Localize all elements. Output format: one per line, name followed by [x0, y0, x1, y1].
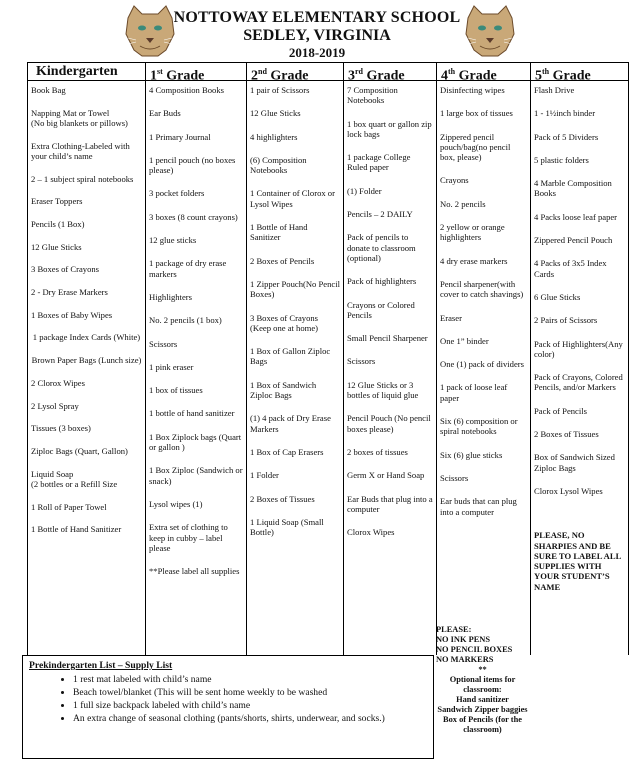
supply-item: Pack of Crayons, Colored Pencils, and/or Markers: [534, 372, 623, 393]
supply-item: 2 Pairs of Scissors: [534, 315, 598, 326]
column-header: [531, 63, 628, 84]
note-line: NO MARKERS: [436, 655, 494, 664]
supply-item: 3 pocket folders: [149, 188, 205, 199]
prekindergarten-list: [22, 655, 434, 759]
supply-item: Ear Buds: [149, 108, 181, 119]
supply-item: Napping Mat or Towel (No big blankets or pillows): [31, 107, 128, 128]
supply-item: 1 Primary Journal: [149, 131, 211, 142]
supply-item: 1 Roll of Paper Towel: [31, 501, 107, 512]
supply-item: Ear buds that can plug into a computer: [440, 496, 517, 517]
supply-item: Pencils (1 Box): [31, 219, 85, 230]
supply-item: Eraser Toppers: [31, 196, 83, 207]
grade-number: 4: [441, 68, 448, 84]
supply-item: Eraser: [440, 312, 462, 323]
supply-item: Crayons: [440, 175, 469, 186]
supply-item: 2 Boxes of Pencils: [250, 255, 315, 266]
grade-label: Grade: [549, 68, 591, 84]
supply-item: 2 Clorox Wipes: [31, 377, 85, 388]
supply-item: Clorox Wipes: [347, 527, 395, 538]
supply-item: 2 Lysol Spray: [31, 400, 79, 411]
supply-item: 2 yellow or orange highlighters: [440, 222, 505, 243]
note-line: NO INK PENS: [436, 635, 490, 644]
prek-item: • 1 rest mat labeled with child’s name: [73, 673, 427, 686]
supply-item: Extra set of clothing to keep in cubby – label please: [149, 522, 228, 553]
supply-item: Scissors: [347, 356, 376, 367]
grade-4-column: [436, 63, 530, 655]
supply-item: 1 Box of Gallon Ziploc Bags: [250, 346, 331, 367]
supply-item: 12 glue sticks: [149, 235, 197, 246]
supply-item: 4 dry erase markers: [440, 255, 508, 266]
supply-item: 1 Bottle of Hand Sanitizer: [250, 222, 308, 243]
grade-2-column: [246, 63, 343, 655]
supply-item: 1 pack of loose leaf paper: [440, 382, 508, 403]
note-line: Sandwich Zipper baggies: [437, 705, 528, 714]
supply-item: 12 Glue Sticks: [31, 241, 82, 252]
supply-item: (6) Composition Notebooks: [250, 154, 307, 176]
supply-item: Liquid Soap (2 bottles or a Refill Size: [31, 468, 118, 489]
grade-number: 5: [535, 68, 542, 84]
supply-item: 1 Box Ziplock bags (Quart or gallon ): [149, 431, 242, 453]
grade-label: Grade: [266, 68, 309, 84]
note-line: Box of Pencils (for the classroom): [443, 715, 522, 734]
supply-item: 1 Folder: [250, 470, 279, 481]
supply-item: 3 Boxes of Crayons (Keep one at home): [250, 312, 319, 333]
supply-item: Zippered Pencil Pouch: [534, 235, 613, 246]
supply-item: Tissues (3 boxes): [31, 423, 91, 434]
item-list: [531, 81, 628, 592]
column-header: [146, 63, 246, 84]
grade-suffix: st: [157, 67, 163, 76]
prek-item: • An extra change of seasonal clothing (pants/shorts, shirts, underwear, and socks.): [73, 712, 427, 725]
supply-item: Crayons or Colored Pencils: [347, 299, 415, 320]
supply-item: 1 box of tissues: [149, 385, 203, 396]
grade-4-notes: [436, 625, 529, 735]
no-items-note: [436, 625, 529, 675]
item-list: [344, 81, 436, 537]
supply-item: 1 Box Ziploc (Sandwich or snack): [149, 465, 243, 486]
page-header: [0, 0, 634, 62]
supply-item: 2 – 1 subject spiral notebooks: [31, 173, 134, 184]
supply-item: 1 pencil pouch (no boxes please): [149, 154, 236, 176]
supply-item: Germ X or Hand Soap: [347, 470, 425, 481]
supply-item: Small Pencil Sharpener: [347, 333, 428, 344]
supply-item: Pack of 5 Dividers: [534, 131, 599, 142]
supply-item: 1 Box of Cap Erasers: [250, 446, 324, 457]
prek-item: • Beach towel/blanket (This will be sent home weekly to be washed: [73, 686, 427, 699]
supply-item: Pack of Highlighters(Any color): [534, 338, 623, 359]
supply-item: 1 Box of Sandwich Ziploc Bags: [250, 379, 317, 401]
optional-items: [436, 675, 529, 735]
supply-item: Brown Paper Bags (Lunch size): [31, 355, 142, 366]
note-line: PLEASE:: [436, 625, 472, 634]
supply-item: 3 boxes (8 count crayons): [149, 211, 238, 222]
supply-item: 1 package College Ruled paper: [347, 152, 411, 173]
supply-item: 1 Bottle of Hand Sanitizer: [31, 524, 122, 535]
grade-suffix: th: [448, 67, 456, 76]
supply-item: 2 - Dry Erase Markers: [31, 287, 108, 298]
grade-suffix: nd: [258, 67, 267, 76]
supply-item: Scissors: [149, 338, 178, 349]
grade-label: Grade: [162, 68, 205, 84]
supply-item: 1 bottle of hand sanitizer: [149, 408, 235, 419]
supply-item: 4 Packs of 3x5 Index Cards: [534, 258, 607, 279]
supply-item: 4 Marble Composition Books: [534, 178, 612, 199]
supply-item: 4 highlighters: [250, 131, 298, 142]
supply-item: Pencils – 2 DAILY: [347, 209, 413, 220]
supply-item: 1 pink eraser: [149, 361, 194, 372]
grade-3-column: [343, 63, 436, 655]
supply-item: Clorox Lysol Wipes: [534, 485, 603, 496]
supply-item: 1 Boxes of Baby Wipes: [31, 309, 113, 320]
supply-item: Lysol wipes (1): [149, 498, 203, 509]
note-line: Optional items for classroom:: [449, 675, 516, 694]
supply-item: 1 pair of Scissors: [250, 85, 310, 95]
supply-item: Zippered pencil pouch/bag(no pencil box, please): [440, 131, 511, 163]
grade-number: 2: [251, 68, 258, 84]
supply-item: No. 2 pencils (1 box): [149, 315, 222, 326]
column-header: [247, 63, 343, 84]
supply-item: 2 Boxes of Tissues: [534, 429, 599, 440]
item-list: [28, 81, 145, 535]
supply-item: 1 Zipper Pouch(No Pencil Boxes): [250, 278, 340, 300]
grade-suffix: th: [542, 67, 550, 76]
supply-item: 7 Composition Notebooks: [347, 85, 398, 106]
supply-item: Extra Clothing-Labeled with your child’s name: [31, 140, 130, 161]
supply-item: Ziploc Bags (Quart, Gallon): [31, 445, 128, 456]
supply-item: **Please label all supplies: [149, 566, 240, 577]
supply-item: Disinfecting wipes: [440, 85, 505, 95]
note-line: **: [478, 665, 487, 674]
column-header: [437, 63, 530, 84]
supply-item: 12 Glue Sticks: [250, 108, 301, 119]
supply-item: PLEASE, NO SHARPIES AND BE SURE TO LABEL ALL SUPPLIES WITH YOUR STUDENT’S NAME: [534, 530, 621, 592]
supply-item: 1 box quart or gallon zip lock bags: [347, 118, 432, 139]
supply-item: Ear Buds that plug into a computer: [347, 493, 433, 514]
grade-5-column: [530, 63, 628, 655]
supply-item: 2 Boxes of Tissues: [250, 493, 315, 504]
supply-item: Scissors: [440, 472, 469, 483]
supply-item: Six (6) glue sticks: [440, 449, 503, 460]
school-year: 2018-2019: [288, 45, 346, 60]
grade-number: 1: [150, 68, 157, 84]
column-header: Kindergarten: [28, 63, 145, 81]
supply-item: Highlighters: [149, 291, 192, 302]
supply-item: 2 boxes of tissues: [347, 446, 408, 457]
cougar-mascot-icon: [460, 4, 520, 58]
column-header: [344, 63, 436, 84]
prek-item: • 1 full size backpack labeled with child’s name: [73, 699, 427, 712]
kindergarten-column: [28, 63, 145, 655]
supply-item: 5 plastic folders: [534, 154, 589, 165]
supply-item: Book Bag: [31, 85, 66, 95]
supply-item: 1 - 1½inch binder: [534, 108, 596, 119]
supply-item: Pack of highlighters: [347, 276, 417, 287]
grade-suffix: rd: [355, 67, 363, 76]
grade-label: Grade: [363, 68, 405, 84]
grade-number: 3: [348, 68, 355, 84]
supply-item: 1 package of dry erase markers: [149, 258, 227, 279]
supply-item: Flash Drive: [534, 85, 575, 95]
supply-item: 12 Glue Sticks or 3 bottles of liquid glue: [347, 379, 419, 401]
prek-title: Prekindergarten List – Supply List: [29, 660, 173, 671]
supply-item: Pencil sharpener(with cover to catch shavings): [440, 278, 524, 300]
note-line: Hand sanitizer: [456, 695, 509, 704]
supply-item: Pack of pencils to donate to classroom (optional): [347, 232, 416, 263]
supply-item: (1) Folder: [347, 185, 382, 196]
supply-item: 1 large box of tissues: [440, 108, 513, 119]
supply-item: 4 Packs loose leaf paper: [534, 211, 618, 222]
supply-item: Box of Sandwich Sized Ziploc Bags: [534, 452, 615, 473]
supply-item: One 1” binder: [440, 335, 489, 346]
supply-item: (1) 4 pack of Dry Erase Markers: [250, 413, 331, 434]
prek-items: [29, 673, 427, 725]
item-list: [437, 81, 530, 517]
note-line: NO PENCIL BOXES: [436, 645, 513, 654]
supply-item: No. 2 pencils: [440, 198, 486, 209]
item-list: [247, 81, 343, 537]
item-list: [146, 81, 246, 576]
supply-item: 1 Container of Clorox or Lysol Wipes: [250, 188, 335, 209]
supply-item: 1 Liquid Soap (Small Bottle): [250, 516, 324, 538]
supply-item: Pencil Pouch (No pencil boxes please): [347, 413, 431, 434]
school-name: NOTTOWAY ELEMENTARY SCHOOL: [173, 9, 461, 26]
supply-item: One (1) pack of dividers: [440, 359, 524, 370]
supply-item: Pack of Pencils: [534, 405, 587, 416]
school-location: SEDLEY, VIRGINIA: [243, 27, 391, 44]
supply-item: 1 package Index Cards (White): [32, 332, 141, 343]
grade-label: Grade: [455, 68, 497, 84]
supply-item: Six (6) composition or spiral notebooks: [440, 416, 518, 437]
supply-item: 3 Boxes of Crayons: [31, 264, 100, 275]
supply-item: 4 Composition Books: [149, 85, 224, 95]
grade-1-column: [145, 63, 246, 655]
supply-list-table: [27, 62, 629, 655]
supply-item: 6 Glue Sticks: [534, 291, 581, 302]
